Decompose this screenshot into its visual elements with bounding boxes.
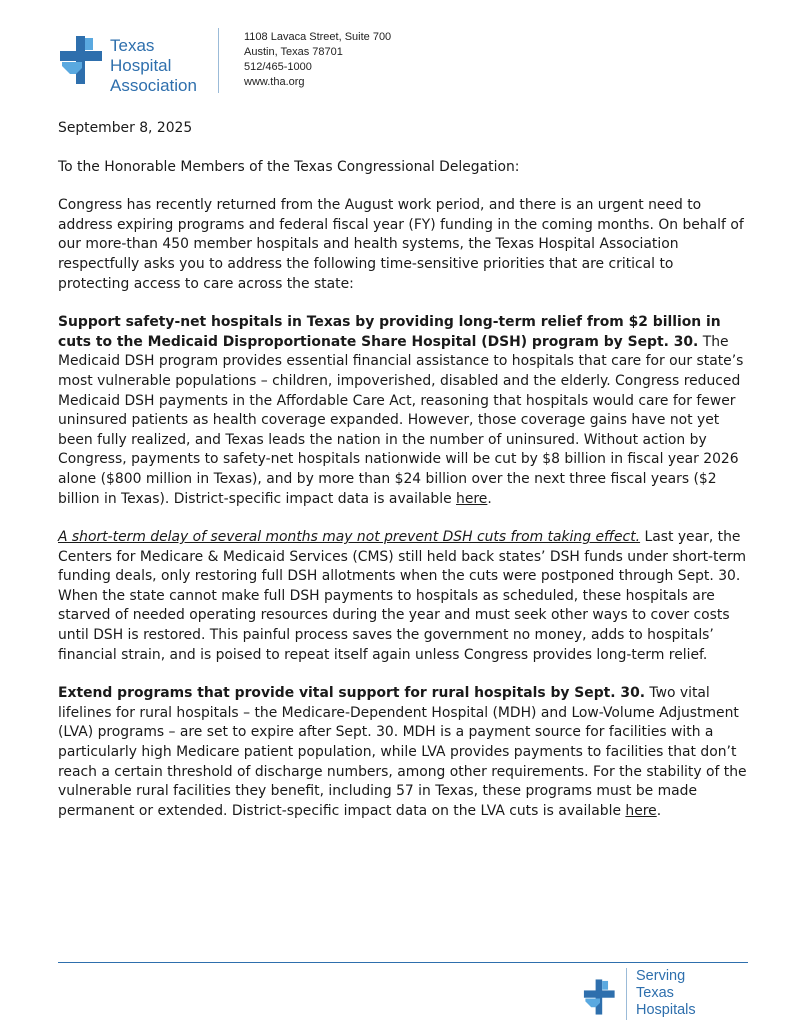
footer-tagline-line1: Serving	[636, 968, 686, 984]
dsh-body: The Medicaid DSH program provides essential financial assistance to hospitals that care for our state’s most vulnerable populations – children, impoverished, disabled and the elderly. Congress reduced Medicaid DSH payments in the Affordable Care Act, reasoning that hospitals would care for fewer uninsured patients as health coverage expanded. However, those coverage gains have not yet been fully realized, and Texas leads the nation in the number of uninsured. Without action by Congress, payments to safety-net hospitals nationwide will be cut by $8 billion in fiscal year 2026 alone ($800 million in Texas), and by more than $24 billion over the next three fiscal years ($2 billion in Texas). District-specific impact data is available	[58, 333, 744, 507]
rural-heading: Extend programs that provide vital support for rural hospitals by Sept. 30.	[58, 685, 646, 702]
footer-cross-logo-icon	[582, 978, 618, 1016]
org-address	[244, 30, 391, 90]
footer-tagline-line3: Hospitals	[636, 1002, 696, 1018]
dsh-end: .	[487, 490, 492, 507]
org-name	[110, 36, 197, 96]
org-name-line2: Hospital	[110, 56, 172, 75]
address-phone: 512/465-1000	[244, 61, 312, 73]
texas-cross-logo-icon	[58, 34, 106, 86]
org-name-line1: Texas	[110, 36, 155, 55]
rural-here-link[interactable]: here	[625, 802, 657, 819]
rural-body: Two vital lifelines for rural hospitals – the Medicare-Dependent Hospital (MDH) and Low-Volume Adjustment (LVA) programs – are set to expire after Sept. 30. MDH is a payment source for facilities with a particularly high Medicare patient population, while LVA provides payments to facilities that don’t reach a certain threshold of discharge numbers, among other requirements. For the stability of the vulnerable rural facilities they benefit, including 57 in Texas, these programs must be made permanent or extended. District-specific impact data on the LVA cuts is available	[58, 685, 747, 819]
footer-tagline	[636, 968, 696, 1019]
delay-paragraph	[58, 528, 748, 665]
letterhead-divider	[218, 28, 219, 93]
rural-end: .	[656, 802, 662, 819]
delay-heading: A short-term delay of several months may not prevent DSH cuts from taking effect.	[58, 529, 641, 546]
tha-logo	[58, 34, 233, 94]
address-website: www.tha.org	[244, 76, 305, 88]
footer-tagline-line2: Texas	[636, 985, 674, 1001]
letter-salutation: To the Honorable Members of the Texas Congressional Delegation:	[58, 158, 520, 175]
dsh-heading: Support safety-net hospitals in Texas by providing long-term relief from $2 billion in cuts to the Medicaid Disproportionate Share Hospital (DSH) program by Sept. 30.	[58, 314, 721, 350]
address-city: Austin, Texas 78701	[244, 46, 343, 58]
org-name-line3: Association	[110, 76, 197, 95]
footer-divider	[58, 962, 748, 963]
address-street: 1108 Lavaca Street, Suite 700	[244, 31, 392, 43]
dsh-paragraph	[58, 313, 748, 509]
footer-vertical-divider	[626, 968, 627, 1020]
rural-paragraph	[58, 684, 748, 821]
letterhead	[58, 28, 758, 98]
intro-paragraph: Congress has recently returned from the August work period, and there is an urgent need to address expiring programs and federal fiscal year (FY) funding in the coming months. On behalf of our more-than 450 member hospitals and health systems, the Texas Hospital Association respectfully asks you to address the following time-sensitive priorities that are critical to protecting access to care across the state:	[58, 197, 744, 292]
dsh-here-link[interactable]: here	[456, 490, 488, 507]
footer-logo	[582, 968, 752, 1020]
letter-body	[58, 119, 748, 840]
delay-body: Last year, the Centers for Medicare & Medicaid Services (CMS) still held back states’ DSH funds under short-term funding deals, only restoring full DSH allotments when the cuts were postponed through Sept. 30. When the state cannot make full DSH payments to hospitals as scheduled, these hospitals are starved of needed operating resources during the year and must seek other ways to cover costs until DSH is restored. This painful process saves the government no money, adds to hospitals’ financial strain, and is poised to repeat itself again unless Congress provides long-term relief.	[58, 529, 747, 663]
letter-date: September 8, 2025	[58, 120, 193, 136]
